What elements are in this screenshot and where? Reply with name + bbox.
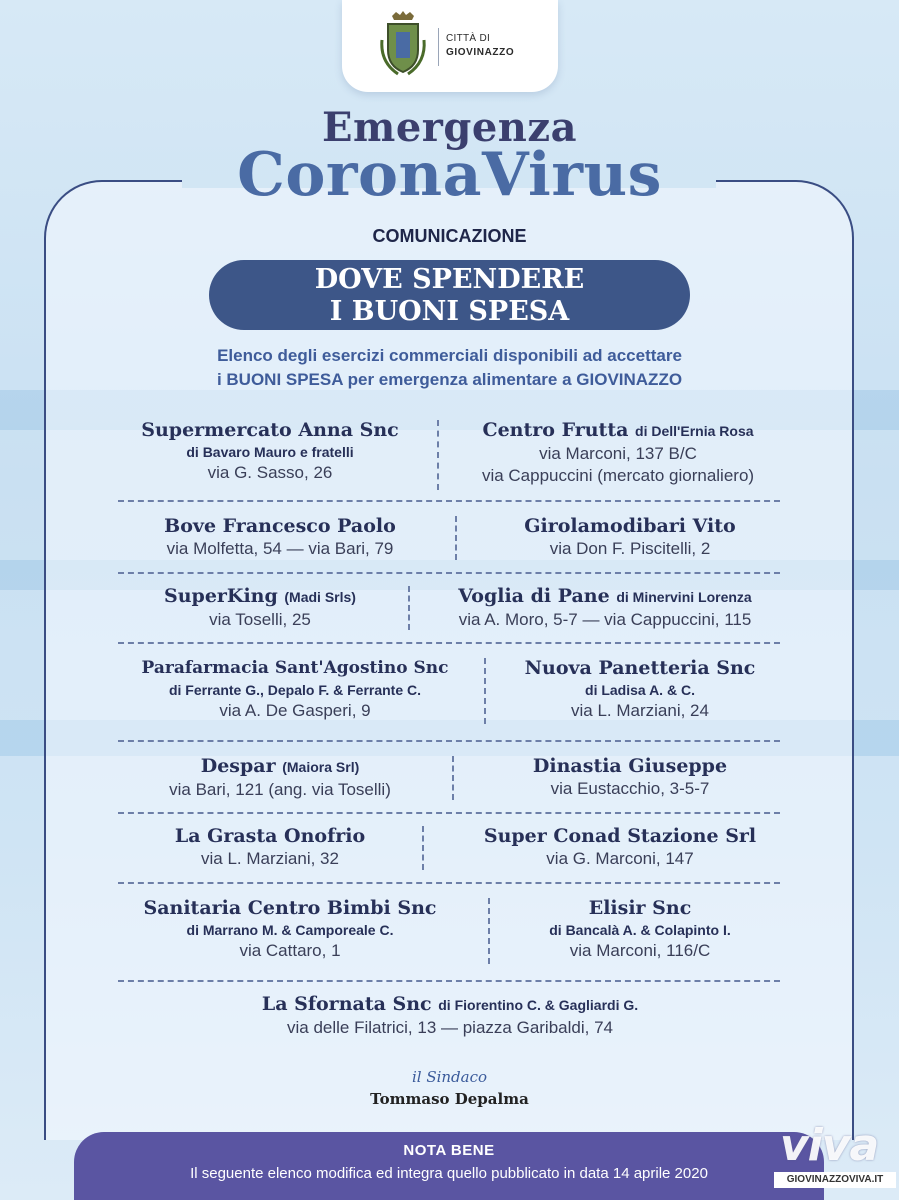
shop-address-2: via Cappuccini (mercato giornaliero) bbox=[481, 466, 755, 485]
shop-name: Supermercato Anna Snc bbox=[141, 419, 399, 441]
shop-name-sub: di Dell'Ernia Rosa bbox=[635, 423, 754, 439]
shop-owner: di Bavaro Mauro e fratelli bbox=[186, 444, 354, 460]
shop-name: Despar bbox=[200, 755, 276, 777]
shop-name: Voglia di Pane bbox=[458, 585, 610, 607]
shop-entry bbox=[420, 584, 790, 631]
shop-address: via L. Marziani, 24 bbox=[571, 701, 709, 720]
shop-entry bbox=[110, 824, 430, 870]
shop-address: via L. Marziani, 32 bbox=[201, 849, 339, 868]
watermark-site: GIOVINAZZOVIVA.IT bbox=[774, 1172, 896, 1188]
row-divider bbox=[118, 812, 780, 814]
shop-owner: di Bancalà A. & Colapinto I. bbox=[549, 922, 731, 938]
shop-address: via Molfetta, 54 — via Bari, 79 bbox=[166, 539, 394, 558]
shop-address: via Bari, 121 (ang. via Toselli) bbox=[169, 780, 391, 799]
shop-name: Dinastia Giuseppe bbox=[532, 755, 728, 777]
row-divider bbox=[118, 500, 780, 502]
shop-name: La Grasta Onofrio bbox=[174, 825, 366, 847]
shop-name-sub: (Maiora Srl) bbox=[282, 759, 360, 775]
shop-address: via G. Marconi, 147 bbox=[546, 849, 694, 868]
intro-line2: i BUONI SPESA per emergenza alimentare a GIOVINAZZO bbox=[216, 370, 683, 389]
shop-name-line bbox=[150, 992, 750, 1017]
shop-entry bbox=[448, 418, 788, 487]
shop-entry bbox=[110, 514, 450, 560]
shop-address: via A. De Gasperi, 9 bbox=[219, 701, 371, 720]
shop-owner: di Marrano M. & Camporeale C. bbox=[186, 922, 394, 938]
intro-text bbox=[0, 344, 899, 392]
shop-name-line bbox=[110, 754, 450, 779]
shop-owner: di Ferrante G., Depalo F. & Ferrante C. bbox=[168, 682, 422, 698]
shop-name: SuperKing bbox=[164, 585, 278, 607]
shop-address: via Don F. Piscitelli, 2 bbox=[549, 539, 711, 558]
row-divider bbox=[118, 980, 780, 982]
city-crest-icon bbox=[378, 10, 428, 80]
shop-name-sub: (Madi Srls) bbox=[284, 589, 356, 605]
section-label: COMUNICAZIONE bbox=[372, 226, 527, 246]
shop-entry bbox=[150, 992, 750, 1039]
city-logo-tab bbox=[342, 0, 558, 92]
shop-address: via Cattaro, 1 bbox=[239, 941, 341, 960]
title-emergenza: Emergenza bbox=[322, 104, 577, 151]
banner-line2: I BUONI SPESA bbox=[329, 296, 570, 327]
shop-entry bbox=[470, 754, 790, 800]
shop-name-line bbox=[448, 418, 788, 443]
watermark-brand: viva bbox=[780, 1120, 879, 1171]
shop-entry bbox=[110, 584, 410, 631]
watermark-logo bbox=[774, 1090, 899, 1200]
signature-name: Tommaso Depalma bbox=[370, 1090, 529, 1108]
shop-entry bbox=[470, 514, 790, 560]
column-divider bbox=[484, 658, 486, 724]
shop-address: via Marconi, 137 B/C bbox=[539, 444, 697, 463]
shop-owner: di Ladisa A. & C. bbox=[585, 682, 695, 698]
shop-address: via Eustacchio, 3-5-7 bbox=[550, 779, 710, 798]
headline-banner bbox=[209, 260, 690, 330]
shop-name: Super Conad Stazione Srl bbox=[483, 825, 757, 847]
shop-address: via Toselli, 25 bbox=[209, 610, 311, 629]
shop-address: via A. Moro, 5-7 — via Cappuccini, 115 bbox=[458, 610, 752, 629]
shop-address: via Marconi, 116/C bbox=[569, 941, 711, 960]
shop-address: via G. Sasso, 26 bbox=[207, 463, 333, 482]
shop-entry bbox=[110, 418, 430, 484]
shop-name-sub: di Fiorentino C. & Gagliardi G. bbox=[438, 997, 639, 1013]
shop-address: via delle Filatrici, 13 — piazza Garibaldi, 74 bbox=[287, 1018, 613, 1037]
shop-entry bbox=[490, 656, 790, 722]
shop-name: Bove Francesco Paolo bbox=[164, 515, 396, 537]
column-divider bbox=[422, 826, 424, 870]
intro-line1: Elenco degli esercizi commerciali disponibili ad accettare bbox=[217, 346, 682, 365]
shop-name-line bbox=[420, 584, 790, 609]
shop-entry bbox=[450, 824, 790, 870]
row-divider bbox=[118, 642, 780, 644]
logo-text bbox=[446, 32, 514, 60]
shop-name: Girolamodibari Vito bbox=[524, 515, 736, 537]
column-divider bbox=[452, 756, 454, 800]
shop-entry bbox=[100, 656, 490, 722]
shop-entry bbox=[490, 896, 790, 962]
shop-name: La Sfornata Snc bbox=[261, 993, 432, 1015]
shop-entry bbox=[110, 896, 470, 962]
shop-entry bbox=[110, 754, 450, 801]
shop-name: Elisir Snc bbox=[588, 897, 692, 919]
note-title: NOTA BENE bbox=[403, 1142, 495, 1159]
column-divider bbox=[437, 420, 439, 490]
signature-role: il Sindaco bbox=[411, 1068, 488, 1086]
note-text: Il seguente elenco modifica ed integra quello pubblicato in data 14 aprile 2020 bbox=[190, 1165, 708, 1182]
banner-line1: DOVE SPENDERE bbox=[314, 264, 585, 295]
shop-name-sub: di Minervini Lorenza bbox=[616, 589, 752, 605]
row-divider bbox=[118, 882, 780, 884]
shop-name: Centro Frutta bbox=[482, 419, 629, 441]
logo-line1: CITTÀ DI bbox=[446, 33, 491, 44]
shop-name-line bbox=[110, 584, 410, 609]
column-divider bbox=[455, 516, 457, 560]
logo-line2: GIOVINAZZO bbox=[446, 47, 515, 58]
shop-name: Parafarmacia Sant'Agostino Snc bbox=[141, 658, 449, 678]
note-box bbox=[74, 1132, 824, 1200]
shop-name: Nuova Panetteria Snc bbox=[524, 657, 756, 679]
title-coronavirus: CoronaVirus bbox=[237, 140, 662, 210]
logo-divider bbox=[438, 28, 439, 66]
column-divider bbox=[408, 586, 410, 630]
shop-name: Sanitaria Centro Bimbi Snc bbox=[143, 897, 437, 919]
row-divider bbox=[118, 740, 780, 742]
row-divider bbox=[118, 572, 780, 574]
